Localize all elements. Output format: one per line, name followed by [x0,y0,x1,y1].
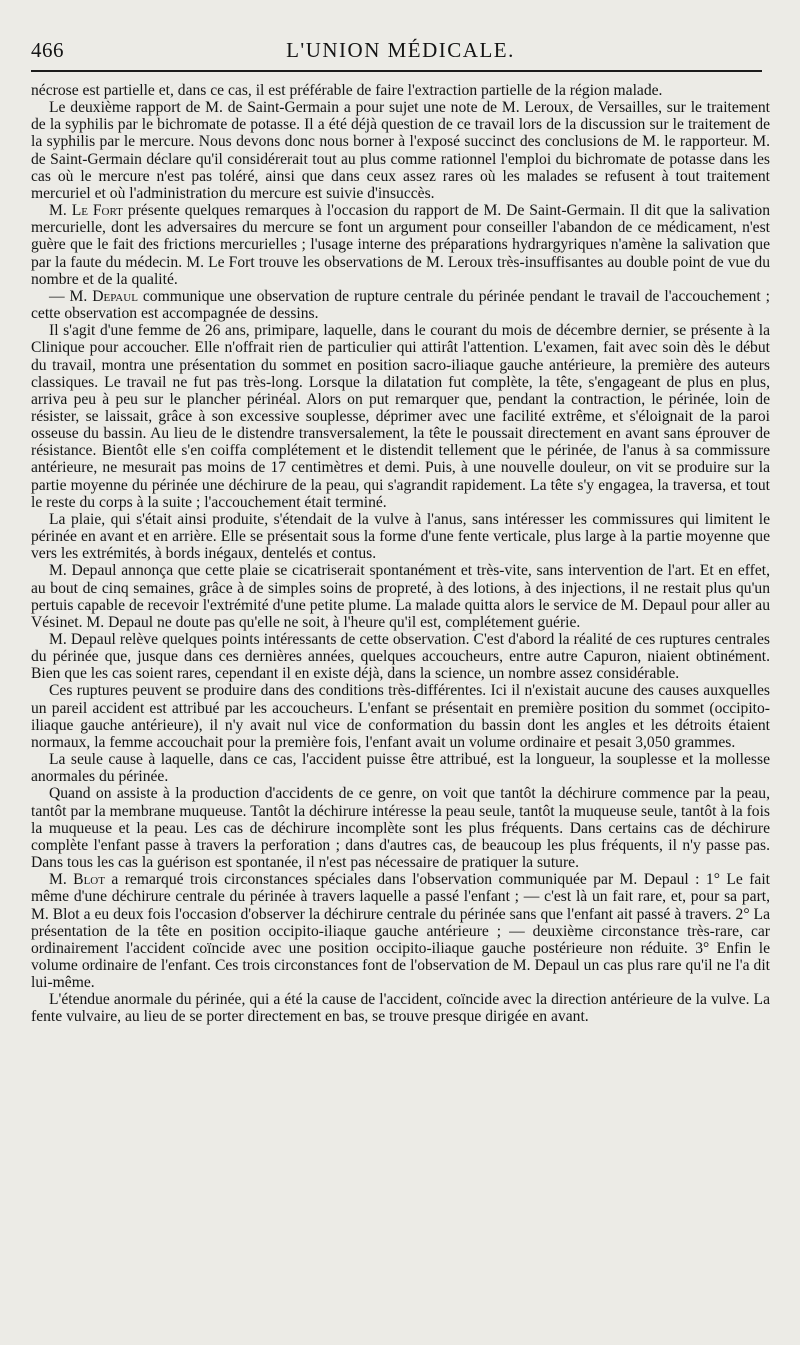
paragraph: M. Depaul relève quelques points intéressants de cette observation. C'est d'abord la réalité de ces ruptures centrales du périnée que, jusque dans ces dernières années, quelques accoucheurs, entre autre Capuron, niaient obtinément. Bien que les cas soient rares, cependant il en existe déjà, dans la science, un nombre assez considérable. [31,631,770,683]
paragraph: Quand on assiste à la production d'accidents de ce genre, on voit que tantôt la déchirure commence par la peau, tantôt par la membrane muqueuse. Tantôt la déchirure intéresse la peau seule, tantôt la muqueuse seule, tantôt à la fois la muqueuse et la peau. Les cas de déchirure incomplète sont les plus fréquents. Dans certains cas de déchirure complète l'enfant passe à travers la perforation ; dans d'autres cas, de beaucoup les plus fréquents, il n'y passe pas. Dans tous les cas la guérison est spontanée, il n'est pas nécessaire de pratiquer la suture. [31,785,770,872]
paragraph: — M. Depaul communique une observation de rupture centrale du périnée pendant le travail de l'accouchement ; cette observation est accompagnée de dessins. [31,287,770,323]
paragraph: M. Blot a remarqué trois circonstances spéciales dans l'observation communiquée par M. Depaul : 1° Le fait même d'une déchirure centrale du périnée à travers laquelle a passé l'enfant ; — c'est là un fait rare, et, pour sa part, M. Blot a eu deux fois l'occasion d'observer la déchirure centrale du périnée sans que l'enfant ait passé à travers. 2° La présentation de la tête en position occipito-iliaque gauche antérieure ; — deuxième circonstance très-rare, car ordinairement l'accident coïncide avec une position occipito-iliaque gauche postérieure non réduite. 3° Enfin le volume ordinaire de l'enfant. Ces trois circonstances font de l'observation de M. Depaul un cas plus rare qu'il ne l'a dit lui-même. [31,871,770,992]
paragraph: nécrose est partielle et, dans ce cas, il est préférable de faire l'extraction partielle de la région malade. [31,82,663,99]
paragraph: Ces ruptures peuvent se produire dans des conditions très-différentes. Ici il n'existait aucune des causes auxquelles un pareil accident est attribué par les accoucheurs. L'enfant se présentait en première position du sommet (occipito-iliaque gauche antérieure), il n'y avait nul vice de conformation du bassin dont les angles et les détroits étaient normaux, la femme accouchait pour la première fois, l'enfant avait un volume ordinaire et pesait 3,050 grammes. [31,682,770,751]
page-header [31,36,770,70]
paragraph: La plaie, qui s'était ainsi produite, s'étendait de la vulve à l'anus, sans intéresser les commissures qui limitent le périnée en avant et en arrière. Elle se présentait sous la forme d'une fente verticale, plus large à la partie moyenne que vers les extrémités, à bords inégaux, dentelés et contus. [31,510,770,563]
speaker-name: Blot [73,871,105,889]
paragraph: Le deuxième rapport de M. de Saint-Germain a pour sujet une note de M. Leroux, de Versailles, sur le traitement de la syphilis par le bichromate de potasse. Il a été déjà question de ce travail lors de la discussion sur le traitement de la syphilis par le mercure. Nous devons donc nous borner à l'exposé succinct des conclusions de M. le rapporteur. M. de Saint-Germain déclare qu'il considérerait tout au plus comme rationnel l'emploi du bichromate de potasse dans les cas où le mercure n'est pas toléré, ainsi que dans ceux assez rares où les malades se refusent à tout traitement mercuriel et où l'administration du mercure est suivie d'insuccès. [31,99,770,202]
speaker-name: Depaul [92,287,138,305]
paragraph: Il s'agit d'une femme de 26 ans, primipare, laquelle, dans le courant du mois de décembre dernier, se présente à la Clinique pour accoucher. Elle n'offrait rien de particulier qui attirât l'attention. L'examen, fait avec soin dès le début du travail, montra une présentation du sommet en position sacro-iliaque gauche antérieure, la première des auteurs classiques. Le travail ne fut pas très-long. Lorsque la dilatation fut complète, la tête, s'engageant de plus en plus, arriva peu à peu sur le plancher périnéal. Alors on put remarquer que, pendant la contraction, le périnée, loin de résister, se laissait, grâce à son excessive souplesse, déprimer avec une facilité extrême, et s'éloignait de la paroi osseuse du bassin. Au lieu de le distendre transversalement, la tête le poussait directement en avant sans éprouver de résistance. Bientôt elle s'en coiffa complétement et le distendit tellement que le périnée, de l'anus à sa commissure antérieure, ne mesurait pas moins de 17 centimètres et demi. Puis, à une nouvelle douleur, on vit se produire sur la partie moyenne du périnée une déchirure de la peau, qui s'agrandit rapidement. La tête s'y engagea, la traversa, et tout le reste du corps à la suite ; l'accouchement était terminé. [31,322,770,511]
header-rule [31,70,762,72]
running-title: L'UNION MÉDICALE. [286,38,515,62]
speaker-name: Le Fort [71,202,123,220]
paragraph: La seule cause à laquelle, dans ce cas, l'accident puisse être attribué, est la longueur, la souplesse et la mollesse anormales du périnée. [31,751,770,786]
article-body [31,82,770,1026]
paragraph: L'étendue anormale du périnée, qui a été la cause de l'accident, coïncide avec la direction antérieure de la vulve. La fente vulvaire, au lieu de se porter directement en bas, se trouve presque dirigée en avant. [31,991,770,1026]
page-number: 466 [31,38,64,62]
paragraph: M. Depaul annonça que cette plaie se cicatriserait spontanément et très-vite, sans intervention de l'art. Et en effet, au bout de cinq semaines, grâce à de simples soins de propreté, à des lotions, à des injections, il ne restait plus qu'un pertuis capable de recevoir l'extrémité d'une petite plume. La malade quitta alors le service de M. Depaul pour aller au Vésinet. M. Depaul ne doute pas qu'elle ne soit, à l'heure qu'il est, complétement guérie. [31,562,770,631]
paragraph: M. Le Fort présente quelques remarques à l'occasion du rapport de M. De Saint-Germain. Il dit que la salivation mercurielle, dont les adversaires du mercure se font un argument pour conseiller l'abandon de ce médicament, n'est guère que le fait des frictions mercurielles ; l'usage interne des préparations hydrargyriques n'amène la salivation que par la faute du médecin. M. Le Fort trouve les observations de M. Leroux très-insuffisantes au double point de vue du nombre et de la qualité. [31,202,771,288]
